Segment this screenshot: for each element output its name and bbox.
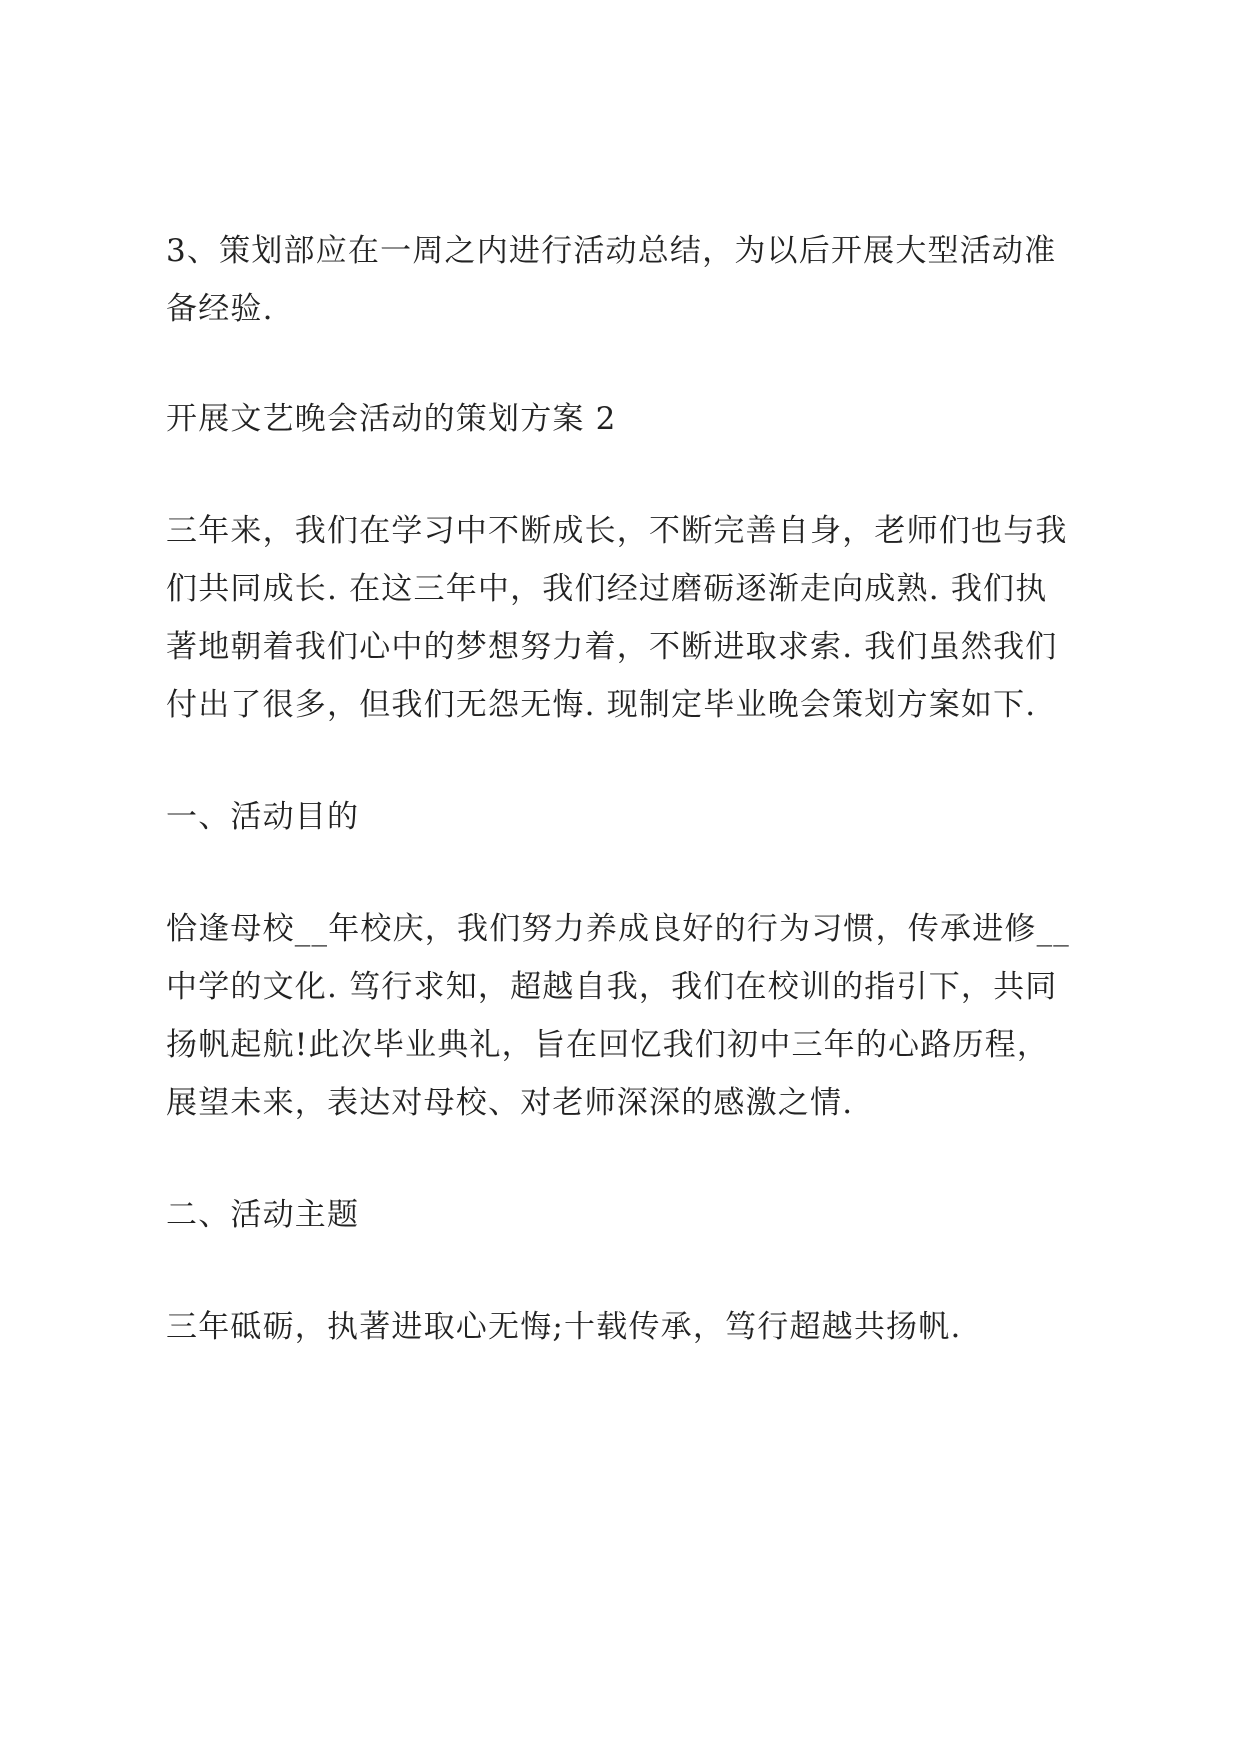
text-line: 备经验. xyxy=(166,291,274,327)
text-line: 三年来，我们在学习中不断成长，不断完善自身，老师们也与我 xyxy=(166,513,1068,549)
text-line: 一、活动目的 xyxy=(166,799,360,835)
text-line: 中学的文化. 笃行求知，超越自我，我们在校训的指引下，共同 xyxy=(166,969,1058,1005)
paragraph-intro xyxy=(166,502,1096,734)
text-line: 展望未来，表达对母校、对老师深深的感激之情. xyxy=(166,1085,854,1121)
heading-activity-purpose xyxy=(166,788,1096,846)
text-line: 开展文艺晚会活动的策划方案 2 xyxy=(166,401,617,437)
heading-activity-theme xyxy=(166,1186,1096,1244)
text-line: 三年砥砺，执著进取心无悔;十载传承，笃行超越共扬帆. xyxy=(166,1309,962,1345)
paragraph-activity-theme xyxy=(166,1298,1096,1356)
text-line: 付出了很多，但我们无怨无悔. 现制定毕业晚会策划方案如下. xyxy=(166,687,1037,723)
paragraph-activity-purpose xyxy=(166,900,1096,1132)
text-line: 们共同成长. 在这三年中，我们经过磨砺逐渐走向成熟. 我们执 xyxy=(166,571,1048,607)
text-line: 扬帆起航!此次毕业典礼，旨在回忆我们初中三年的心路历程， xyxy=(166,1027,1050,1063)
text-line: 恰逢母校__年校庆，我们努力养成良好的行为习惯，传承进修__ xyxy=(166,911,1070,947)
text-line: 二、活动主题 xyxy=(166,1197,360,1233)
document-body xyxy=(166,222,1096,1356)
text-line: 3、策划部应在一周之内进行活动总结，为以后开展大型活动准 xyxy=(166,233,1057,269)
paragraph-summary-note xyxy=(166,222,1096,338)
section-title xyxy=(166,390,1096,448)
text-line: 著地朝着我们心中的梦想努力着，不断进取求索. 我们虽然我们 xyxy=(166,629,1058,665)
